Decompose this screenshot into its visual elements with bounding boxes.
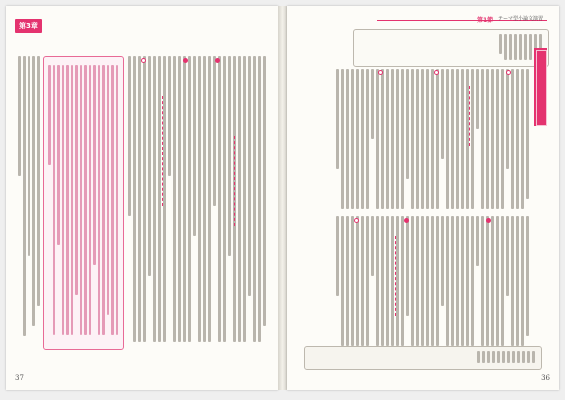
circle-marker	[434, 70, 439, 75]
left-page-text-block-right	[126, 56, 266, 356]
chapter-tab: 第3章	[15, 19, 42, 33]
page-number: 36	[541, 374, 550, 382]
intro-note-text	[362, 34, 542, 62]
dashed-underline	[234, 136, 238, 226]
intro-note-box	[353, 29, 549, 67]
highlight-box	[43, 56, 124, 350]
circle-marker	[141, 58, 146, 63]
header-chapter: 第1節	[477, 17, 494, 24]
book-gutter	[278, 6, 287, 390]
example-label-bar	[534, 48, 547, 126]
dot-marker	[404, 218, 409, 223]
right-page-text-block-top	[319, 69, 529, 209]
highlight-box-text	[48, 65, 118, 341]
right-page	[287, 6, 559, 390]
circle-marker	[506, 70, 511, 75]
dashed-underline	[469, 86, 473, 146]
bottom-tip-text	[315, 351, 535, 365]
dashed-underline	[162, 96, 166, 206]
dot-marker	[486, 218, 491, 223]
circle-marker	[378, 70, 383, 75]
bottom-tip-box	[304, 346, 542, 370]
example-label-frame	[536, 50, 547, 126]
right-page-text-block-bottom	[319, 216, 529, 346]
header-subtitle: テーマ型小論文演習	[498, 16, 544, 22]
left-page	[6, 6, 278, 390]
dashed-underline	[395, 236, 399, 316]
circle-marker	[354, 218, 359, 223]
page-number: 37	[15, 374, 24, 382]
left-page-text-block-left	[18, 56, 40, 348]
dot-marker	[183, 58, 188, 63]
dot-marker	[215, 58, 220, 63]
